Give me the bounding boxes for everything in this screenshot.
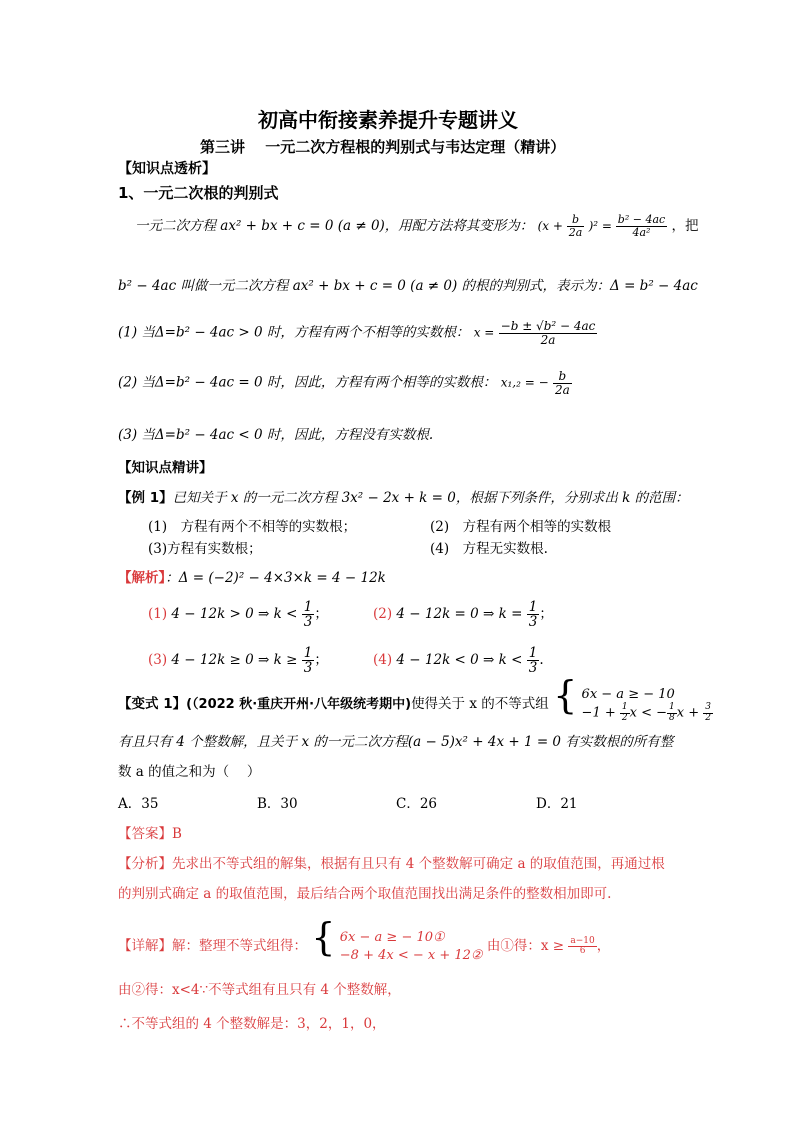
frac-numerator: b	[567, 214, 585, 227]
theory-case3: (3) 当Δ=b² − 4ac < 0 时，因此，方程没有实数根.	[118, 427, 434, 443]
detail-inequality-2: −8 + 4x < − x + 12②	[339, 947, 483, 963]
detail-inequality-system	[340, 929, 483, 964]
detail-comma: ，	[596, 938, 611, 954]
doc-title: 初高中衔接素养提升专题讲义	[258, 108, 518, 132]
solution-formula: ：Δ = (−2)² − 4×3×k = 4 − 12k	[165, 570, 386, 586]
example1-option1: (1) 方程有两个不相等的实数根；	[148, 519, 357, 535]
variant1-text1: 使得关于 x 的不等式组	[411, 696, 549, 712]
option-b[interactable]: B．30	[257, 796, 298, 812]
theory-line1-text: 一元二次方程 ax² + bx + c = 0 (a ≠ 0)，用配方法将其变形为：	[135, 218, 534, 234]
solution-3-num: (3)	[148, 652, 168, 669]
frac-denominator: 2	[705, 712, 711, 723]
solution-4-num: (4)	[373, 652, 393, 669]
inequality-system	[582, 686, 713, 723]
frac-denominator: 3	[303, 660, 313, 677]
therefore-line: ∴不等式组的 4 个整数解是：3，2，1，0，	[118, 1016, 386, 1032]
theory-line2: b² − 4ac 叫做一元二次方程 ax² + bx + c = 0 (a ≠ 0) 的根的判别式，表示为：Δ = b² − 4ac	[118, 278, 698, 294]
fraction-one-third	[527, 600, 540, 629]
detail-label: 【详解】	[118, 938, 172, 954]
theory-formula-mid: )² =	[588, 219, 616, 233]
detail-inequality-1: 6x − a ≥ − 10①	[339, 929, 445, 945]
frac-denominator: 2a	[554, 382, 570, 397]
theory-case1	[118, 320, 597, 346]
frac-numerator: −b ± √b² − 4ac	[500, 319, 596, 333]
solution-3-expr: 4 − 12k ≥ 0 ⇒ k ≥	[171, 652, 298, 669]
solution-4-expr: 4 − 12k < 0 ⇒ k <	[396, 652, 523, 669]
solution-1-num: (1)	[148, 606, 168, 623]
solution-1-end: ；	[314, 606, 328, 623]
detail-text: 解：整理不等式组得：	[172, 938, 307, 954]
theory-frac-b2a	[567, 214, 585, 238]
frac-numerator: 1	[303, 599, 313, 615]
case1-x: x =	[473, 325, 495, 340]
frac-denominator: 3	[303, 614, 313, 631]
lecture-header: 【知识点精讲】	[118, 460, 213, 476]
variant1-line2: 有且只有 4 个整数解，且关于 x 的一元二次方程(a − 5)x² + 4x + 1 = 0 有实数根的所有整	[118, 734, 674, 750]
doc-subtitle: 第三讲 一元二次方程根的判别式与韦达定理（精讲）	[200, 138, 566, 156]
example1-text: 已知关于 x 的一元二次方程 3x² − 2x + k = 0，根据下列条件，分别求出 k 的范围：	[172, 490, 689, 506]
option-d[interactable]: D．21	[536, 796, 578, 812]
left-brace-icon: {	[311, 915, 336, 959]
inequality-2	[582, 703, 713, 723]
frac-numerator: b	[553, 370, 572, 384]
fraction-one-third	[527, 646, 540, 675]
frac-denominator: 3	[528, 660, 538, 677]
variant1-line1	[118, 673, 713, 723]
frac-numerator: a−10	[570, 935, 595, 946]
solution-2-num: (2)	[373, 606, 393, 623]
ineq2-part-a: −1 +	[581, 705, 620, 721]
solution-2-end: ；	[539, 606, 553, 623]
option-a[interactable]: A．35	[118, 796, 159, 812]
frac-denominator: 3	[528, 614, 538, 631]
case2-x: x₁,₂ = −	[500, 375, 549, 390]
variant1-source: (（2022 秋·重庆开州·八年级统考期中)	[186, 697, 412, 712]
case1-text: (1) 当Δ=b² − 4ac > 0 时，方程有两个不相等的实数根：	[118, 324, 470, 341]
frac-numerator: 1	[621, 702, 628, 713]
from-ineq2-line: 由②得：x<4∵不等式组有且只有 4 个整数解，	[118, 982, 401, 998]
frac-denominator: 6	[579, 946, 586, 956]
variant1-label: 【变式 1】	[118, 696, 187, 712]
frac-denominator: 8	[669, 712, 675, 723]
solution-2-expr: 4 − 12k = 0 ⇒ k =	[396, 606, 523, 623]
frac-numerator: 1	[528, 599, 538, 615]
answer: 【答案】B	[118, 826, 182, 842]
analysis-line2: 的判别式确定 a 的取值范围，最后结合两个取值范围找出满足条件的整数相加即可.	[118, 886, 612, 902]
example1-option2: (2) 方程有两个相等的实数根	[430, 519, 612, 535]
fraction-three-halves	[703, 703, 713, 723]
solution-line	[118, 566, 386, 586]
fraction-eighth	[667, 703, 677, 723]
frac-numerator: b² − 4ac	[617, 213, 666, 227]
frac-denominator: 2a	[568, 226, 583, 239]
theory-formula-left: (x +	[537, 219, 567, 233]
fraction-a-minus-10-over-6	[568, 937, 596, 957]
ineq2-part-c: x +	[676, 705, 704, 721]
variant1-line3: 数 a 的值之和为（ ）	[118, 764, 261, 780]
fraction-one-third	[302, 600, 315, 629]
example1	[118, 486, 689, 506]
case2-text: (2) 当Δ=b² − 4ac = 0 时，因此，方程有两个相等的实数根：	[118, 374, 497, 391]
analysis-line1: 【分析】先求出不等式组的解集，根据有且只有 4 个整数解可确定 a 的取值范围，再通过根	[118, 856, 665, 872]
topic-heading: 1、一元二次根的判别式	[118, 184, 279, 202]
theory-frac-disc	[616, 214, 667, 238]
example1-label: 【例 1】	[118, 490, 173, 506]
option-c[interactable]: C．26	[396, 796, 438, 812]
case1-root-formula	[499, 320, 598, 346]
inequality-1: 6x − a ≥ − 10	[581, 686, 675, 702]
frac-numerator: 1	[669, 702, 675, 713]
solution-1-expr: 4 − 12k > 0 ⇒ k <	[171, 606, 298, 623]
fraction-half	[620, 703, 630, 723]
case2-root-formula	[553, 370, 572, 396]
example1-option4: (4) 方程无实数根.	[430, 541, 548, 557]
solution-4	[373, 646, 544, 675]
solution-2	[373, 600, 553, 629]
frac-numerator: 1	[528, 645, 538, 661]
solution-3-end: ；	[314, 652, 328, 669]
ineq2-part-b: x < −	[629, 705, 667, 721]
solution-label: 【解析】	[118, 570, 166, 586]
theory-case2	[118, 370, 572, 396]
left-brace-icon: {	[553, 673, 578, 717]
solution-1	[148, 600, 328, 629]
detail-line	[118, 915, 611, 964]
example1-option3: (3)方程有实数根；	[148, 541, 262, 557]
frac-numerator: 1	[303, 645, 313, 661]
frac-denominator: 4a²	[632, 226, 651, 239]
solution-4-end: .	[539, 652, 544, 669]
section-header: 【知识点透析】	[118, 161, 216, 177]
fraction-one-third	[302, 646, 315, 675]
frac-numerator: 3	[705, 702, 711, 713]
frac-denominator: 2a	[540, 332, 556, 347]
solution-3	[148, 646, 328, 675]
frac-denominator: 2	[621, 712, 628, 723]
theory-line1	[135, 214, 698, 239]
detail-tail: 由①得：x ≥	[486, 938, 565, 954]
theory-line1-tail: ，把	[671, 218, 699, 234]
